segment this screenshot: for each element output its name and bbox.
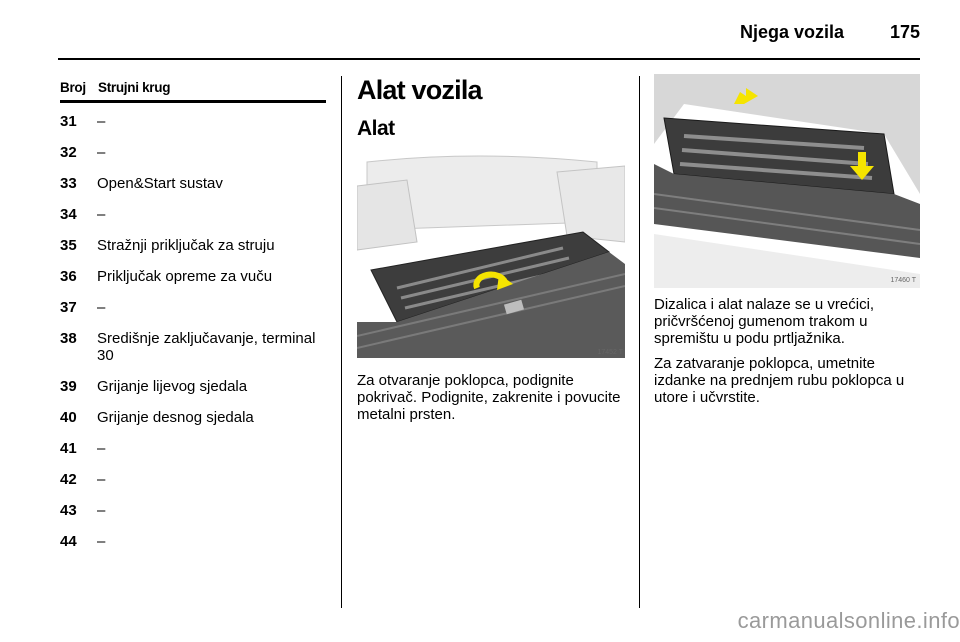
fuse-number: 39 — [60, 378, 77, 395]
page-header — [0, 0, 960, 60]
table-row — [60, 299, 326, 316]
figure2-id: 17460 T — [890, 277, 916, 284]
table-header — [60, 80, 326, 98]
fuse-number: 31 — [60, 113, 77, 130]
table-row — [60, 175, 326, 192]
table-row — [60, 502, 326, 519]
column-divider-1 — [341, 76, 342, 608]
table-row — [60, 378, 326, 395]
fuse-number: 38 — [60, 330, 77, 347]
fuse-circuit: – — [97, 113, 106, 130]
fuse-number: 34 — [60, 206, 77, 223]
fuse-number: 36 — [60, 268, 77, 285]
paragraph-1: Dizalica i alat nalaze se u vrećici, pričvršćenoj gumenom trakom u spremištu u podu prtljažnika. — [654, 296, 875, 347]
fuse-circuit: Priključak opreme za vuču — [97, 268, 273, 285]
table-header-rule — [60, 100, 326, 103]
jack-text — [654, 296, 920, 414]
fuse-circuit: – — [97, 440, 106, 457]
fuse-number: 35 — [60, 237, 77, 254]
fuse-number: 37 — [60, 299, 77, 316]
table-row — [60, 268, 326, 285]
fuse-circuit: Stražnji priključak za struju — [97, 237, 275, 254]
fuse-circuit: Grijanje desnog sjedala — [97, 409, 254, 426]
fuse-circuit: – — [97, 144, 106, 161]
table-row — [60, 440, 326, 457]
header-rule — [58, 58, 920, 60]
column-divider-2 — [639, 76, 640, 608]
figure1-id: 17452 T — [597, 349, 623, 356]
fuse-circuit: – — [97, 471, 106, 488]
table-row — [60, 471, 326, 488]
fuse-table — [60, 80, 326, 564]
fuse-number: 33 — [60, 175, 77, 192]
paragraph-2: Za zatvaranje poklopca, umetnite izdanke na prednjem rubu poklopca u utore i učvrstite. — [654, 355, 905, 406]
col-circuit-header: Strujni krug — [98, 80, 171, 95]
table-row — [60, 113, 326, 130]
fuse-circuit: – — [97, 502, 106, 519]
section-subtitle: Alat — [357, 117, 395, 140]
fuse-number: 43 — [60, 502, 77, 519]
fuse-circuit: – — [97, 299, 106, 316]
table-body — [60, 113, 326, 550]
section-title: Alat vozila — [357, 75, 482, 105]
fuse-number: 40 — [60, 409, 77, 426]
fuse-number: 32 — [60, 144, 77, 161]
table-row — [60, 409, 326, 426]
tools-section — [357, 74, 627, 423]
fuse-number: 42 — [60, 471, 77, 488]
header-title: Njega vozila — [739, 22, 844, 42]
fuse-number: 41 — [60, 440, 77, 457]
fuse-circuit: Grijanje lijevog sjedala — [97, 378, 248, 395]
fuse-number: 44 — [60, 533, 77, 550]
page-number: 175 — [889, 22, 920, 42]
col-num-header: Broj — [60, 80, 86, 95]
fuse-circuit: – — [97, 533, 106, 550]
table-row — [60, 206, 326, 223]
fuse-circuit: Open&Start sustav — [97, 175, 223, 192]
watermark: carmanualsonline.info — [737, 608, 960, 633]
table-row — [60, 237, 326, 254]
table-row — [60, 144, 326, 161]
table-row — [60, 330, 326, 364]
table-row — [60, 533, 326, 550]
figure1-caption: Za otvaranje poklopca, podignite pokrivač. Podignite, zakrenite i povucite metalni prsten. — [357, 372, 621, 423]
tool-compartment-illustration — [654, 74, 920, 288]
fuse-circuit: Središnje zaključavanje, terminal 30 — [97, 330, 316, 364]
fuse-circuit: – — [97, 206, 106, 223]
